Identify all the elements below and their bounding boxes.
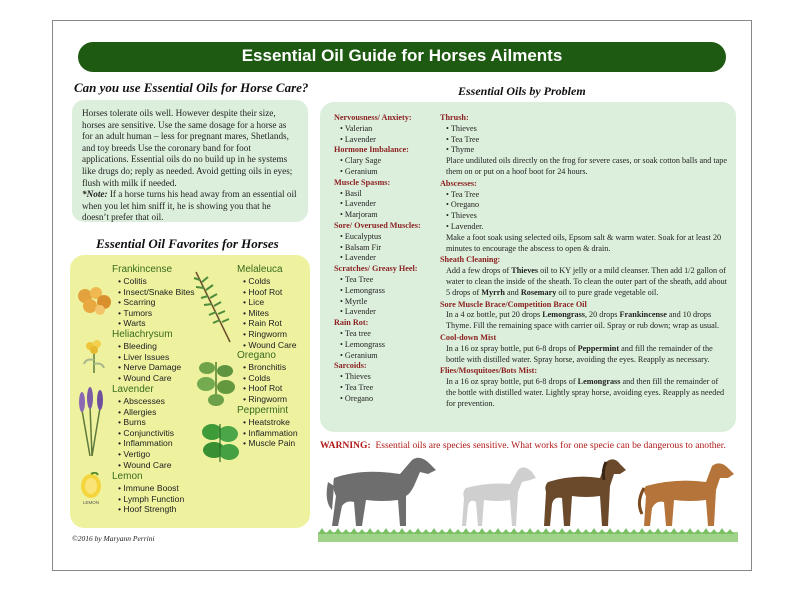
oil-title-oregano: Oregano <box>237 350 276 361</box>
oregano-leaves-icon <box>194 356 236 408</box>
intro-body: Horses tolerate oils well. However despite their size, horses are sensitive. Use the same dosage for a horse as for an adult human – less for pregnant mares, Shetlands, and toy breeds Use the coronary band for foot applications. Essential oils do no build up in he systems like drugs do; reply as needed. Avoid getting oils in eyes; flush with milk if needed. <box>82 108 293 188</box>
problem-oil: • Basil <box>340 189 434 200</box>
problem-category: Cool-down Mist <box>440 332 497 342</box>
problem-instructions: In a 4 oz bottle, put 20 drops Lemongrass, 20 drops Frankincense and 10 drops Thyme. Fill the remaining space with carrier oil. Spray or rub down; wrap as usual. <box>446 310 720 331</box>
oil-title-frankincense: Frankincense <box>112 264 173 275</box>
problem-oil: • Valerian <box>340 124 434 135</box>
oil-use: • Wound Care <box>243 340 297 351</box>
oil-use: • Rain Rot <box>243 318 297 329</box>
lavender-sprig-icon <box>76 386 106 458</box>
frankincense-resin-icon <box>76 284 114 316</box>
oil-use: • Lymph Function <box>118 494 184 505</box>
oil-use: • Heatstroke <box>243 417 298 428</box>
problem-oil: • Eucalyptus <box>340 232 434 243</box>
oil-use: • Inflammation <box>243 428 298 439</box>
oil-uses-heliachrysum <box>118 341 181 383</box>
problem-oil: • Tea Tree <box>446 135 730 146</box>
oil-use: • Scarring <box>118 297 195 308</box>
problem-category: Sarcoids: <box>334 361 367 371</box>
oil-use: • Bronchitis <box>243 362 287 373</box>
problem-oil: • Thyme <box>446 145 730 156</box>
lemon-label: LEMON <box>82 500 100 505</box>
problem-oil: • Lavender <box>340 135 434 146</box>
problem-oil: • Marjoram <box>340 210 434 221</box>
problem-category: Sheath Cleaning: <box>440 255 501 265</box>
problem-oil: • Tea Tree <box>340 275 434 286</box>
white-foal-illustration <box>458 462 538 530</box>
oil-use: • Abscesses <box>118 396 174 407</box>
problem-oil: • Lemongrass <box>340 340 434 351</box>
problem-category: Nervousness/ Anxiety: <box>334 113 412 122</box>
grass-strip <box>318 528 738 544</box>
problem-oil: • Balsam Fir <box>340 243 434 254</box>
problem-oil: • Lemongrass <box>340 286 434 297</box>
melaleuca-sprig-icon <box>190 268 236 344</box>
oil-use: • Liver Issues <box>118 352 181 363</box>
problem-instructions: In a 16 oz spray bottle, put 6-8 drops of Lemongrass and then fill the remainder of the bottle with distilled water. Lightly spray horse, avoiding eyes. Reapply as needed for prevention. <box>446 377 725 408</box>
problem-category: Muscle Spasms: <box>334 177 391 187</box>
oil-use: • Insect/Snake Bites <box>118 287 195 298</box>
brown-horse-illustration <box>540 456 632 532</box>
problem-category: Thrush: <box>440 113 469 122</box>
problem-category: Hormone Imbalance: <box>334 145 409 155</box>
problem-category: Scratches/ Greasy Heel: <box>334 264 418 274</box>
problem-instructions: Make a foot soak using selected oils, Epsom salt & warm water. Soak for at least 20 minutes to encourage the abscess to open & drain. <box>446 232 722 253</box>
oil-uses-oregano <box>243 362 287 404</box>
oil-use: • Burns <box>118 417 174 428</box>
warning-label: WARNING: <box>320 440 371 451</box>
peppermint-leaves-icon <box>200 420 240 464</box>
problem-oil: • Lavender. <box>446 222 730 233</box>
problem-category: Sore Muscle Brace/Competition Brace Oil <box>440 299 587 309</box>
problem-oil: • Geranium <box>340 167 434 178</box>
oil-title-heliachrysum: Heliachrysum <box>112 329 173 340</box>
oil-use: • Allergies <box>118 407 174 418</box>
note-text: If a horse turns his head away from an essential oil when you let him sniff it, he is showing you that he doesn’t prefer that oil. <box>82 189 297 223</box>
oil-title-lavender: Lavender <box>112 384 154 395</box>
oil-use: • Ringworm <box>243 394 287 405</box>
oil-use: • Muscle Pain <box>243 438 298 449</box>
oil-use: • Hoof Strength <box>118 504 184 515</box>
problems-heading: Essential Oils by Problem <box>458 84 586 98</box>
oil-use: • Mites <box>243 308 297 319</box>
oil-title-melaleuca: Melaleuca <box>237 264 283 275</box>
oil-uses-peppermint <box>243 417 298 449</box>
problem-category: Sore/ Overused Muscles: <box>334 220 421 230</box>
lemon-icon <box>78 472 104 506</box>
oil-title-peppermint: Peppermint <box>237 405 289 416</box>
problem-oil: • Tea Tree <box>446 190 730 201</box>
oil-use: • Inflammation <box>118 438 174 449</box>
page-title: Essential Oil Guide for Horses Ailments <box>241 46 563 65</box>
helichrysum-flower-icon <box>82 338 106 374</box>
oil-uses-melaleuca <box>243 276 297 350</box>
problem-oil: • Tea tree <box>340 329 434 340</box>
problem-oil: • Oregano <box>340 394 434 405</box>
warning-text: Essential oils are species sensitive. What works for one specie can be dangerous to another. <box>375 440 726 451</box>
problem-oil: • Tea Tree <box>340 383 434 394</box>
problem-instructions: Place undiluted oils directly on the frog for severe cases, or soak cotton balls and tape them on or put on a hoof boot for 24 hours. <box>446 156 728 176</box>
problems-left-column <box>334 113 434 405</box>
oil-use: • Lice <box>243 297 297 308</box>
oil-use: • Hoof Rot <box>243 383 287 394</box>
oil-use: • Hoof Rot <box>243 287 297 298</box>
problem-oil: • Clary Sage <box>340 156 434 167</box>
oil-use: • Warts <box>118 318 195 329</box>
oil-uses-lavender <box>118 396 174 470</box>
oil-use: • Nerve Damage <box>118 362 181 373</box>
problem-category: Flies/Mosquitoes/Bots Mist: <box>440 366 538 376</box>
oil-use: • Wound Care <box>118 373 181 384</box>
oil-use: • Wound Care <box>118 460 174 471</box>
oil-use: • Immune Boost <box>118 483 184 494</box>
oil-use: • Ringworm <box>243 329 297 340</box>
problem-oil: • Lavender <box>340 199 434 210</box>
oil-use: • Colds <box>243 276 297 287</box>
problem-category: Rain Rot: <box>334 318 369 328</box>
gray-horse-illustration <box>322 452 440 532</box>
oil-use: • Vertigo <box>118 449 174 460</box>
oil-use: • Conjunctivitis <box>118 428 174 439</box>
problem-instructions: In a 16 oz spray bottle, put 6-8 drops of Peppermint and fill the remainder of the bottle with distilled water. Spray horse, avoiding the eyes. Reapply as necessary. <box>446 343 713 364</box>
oil-uses-frankincense <box>118 276 195 329</box>
oil-use: • Colitis <box>118 276 195 287</box>
oil-title-lemon: Lemon <box>112 471 143 482</box>
oil-use: • Bleeding <box>118 341 181 352</box>
favorites-heading: Essential Oil Favorites for Horses <box>96 236 279 251</box>
copyright: ©2016 by Maryann Perrini <box>72 534 155 543</box>
oil-uses-lemon <box>118 483 184 515</box>
problem-oil: • Lavender <box>340 307 434 318</box>
problem-category: Abscesses: <box>440 178 477 188</box>
chestnut-horse-illustration <box>636 458 736 532</box>
problem-oil: • Oregano <box>446 200 730 211</box>
problem-oil: • Geranium <box>340 351 434 362</box>
intro-box <box>72 100 308 222</box>
problem-oil: • Thieves <box>446 124 730 135</box>
oil-use: • Tumors <box>118 308 195 319</box>
problems-right-column <box>440 113 730 411</box>
problem-oil: • Lavender <box>340 253 434 264</box>
note-label: *Note: <box>82 189 108 200</box>
intro-heading: Can you use Essential Oils for Horse Care? <box>74 80 309 95</box>
oil-use: • Colds <box>243 373 287 384</box>
warning-banner <box>320 440 740 451</box>
problem-instructions: Add a few drops of Thieves oil to KY jelly or a mild cleanser. Then add 1/2 gallon of water to clean the inside of the sheath. To clean the outer part of the sheath, add about 5 drops of Myrrh and Rosemary oil to pure grade vegetable oil. <box>446 266 727 297</box>
problem-oil: • Thieves <box>446 211 730 222</box>
problem-oil: • Myrtle <box>340 297 434 308</box>
problem-oil: • Thieves <box>340 372 434 383</box>
